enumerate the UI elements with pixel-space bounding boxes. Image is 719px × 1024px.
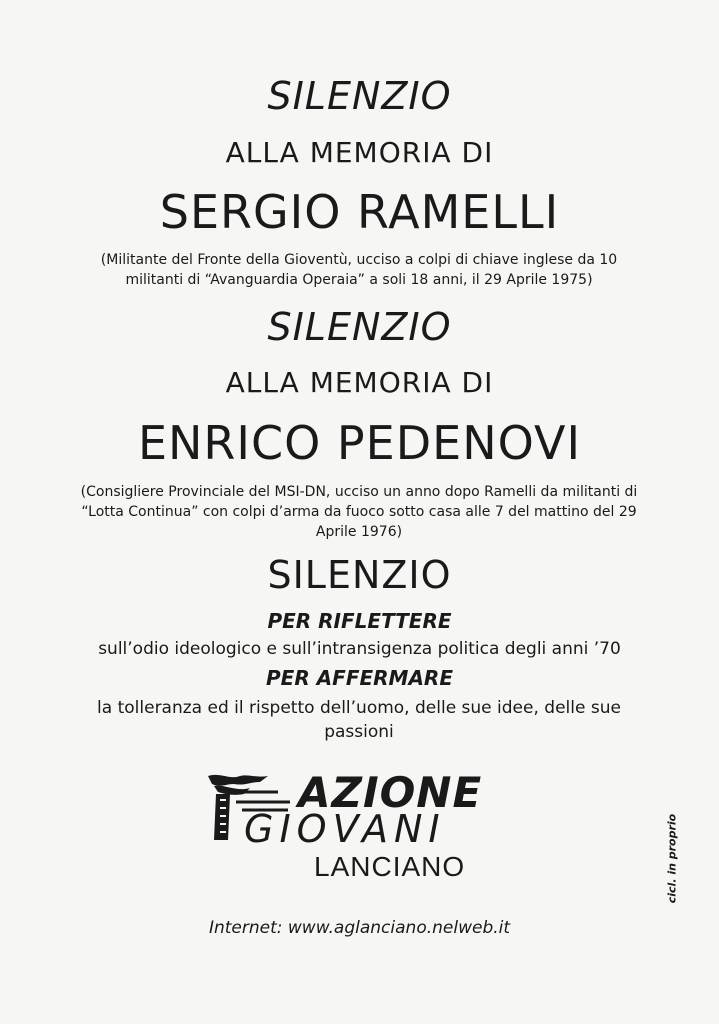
heading-silenzio-3: SILENZIO	[267, 553, 452, 597]
note-ramelli-line2: militanti di “Avanguardia Operaia” a soli 18 anni, il 29 Aprile 1975)	[125, 272, 593, 288]
memoria-heading-1: ALLA MEMORIA DI	[225, 136, 494, 169]
memoria-heading-2: ALLA MEMORIA DI	[225, 366, 494, 399]
subheading-riflettere: PER RIFLETTERE	[267, 609, 452, 633]
text-affermare	[79, 696, 639, 744]
text-affermare-line2: passioni	[324, 722, 394, 742]
note-pedenovi	[79, 482, 639, 542]
side-print-note: cicl. in proprio	[665, 813, 679, 904]
website-line: Internet: www.aglanciano.nelweb.it	[208, 918, 511, 938]
text-riflettere: sull’odio ideologico e sull’intransigenza politica degli anni ’70	[98, 639, 621, 659]
heading-silenzio-2: SILENZIO	[267, 305, 452, 349]
logo-azione: AZIONE	[298, 768, 483, 817]
note-ramelli	[79, 250, 639, 290]
note-ramelli-line1: (Militante del Fronte della Gioventù, ucciso a colpi di chiave inglese da 10	[100, 252, 618, 268]
note-pedenovi-line2: “Lotta Continua” con colpi d’arma da fuoco sotto casa alle 7 del mattino del 29	[81, 504, 637, 520]
heading-silenzio-1: SILENZIO	[267, 74, 452, 118]
logo-lanciano: LANCIANO	[314, 851, 466, 882]
note-pedenovi-line1: (Consigliere Provinciale del MSI-DN, ucciso un anno dopo Ramelli da militanti di	[80, 484, 638, 500]
text-affermare-line1: la tolleranza ed il rispetto dell’uomo, delle sue idee, delle sue	[97, 698, 621, 718]
name-pedenovi: ENRICO PEDENOVI	[137, 416, 582, 470]
logo-giovani: GIOVANI	[244, 807, 446, 851]
subheading-affermare: PER AFFERMARE	[266, 666, 453, 690]
name-ramelli: SERGIO RAMELLI	[159, 185, 560, 239]
note-pedenovi-line3: Aprile 1976)	[315, 524, 403, 540]
